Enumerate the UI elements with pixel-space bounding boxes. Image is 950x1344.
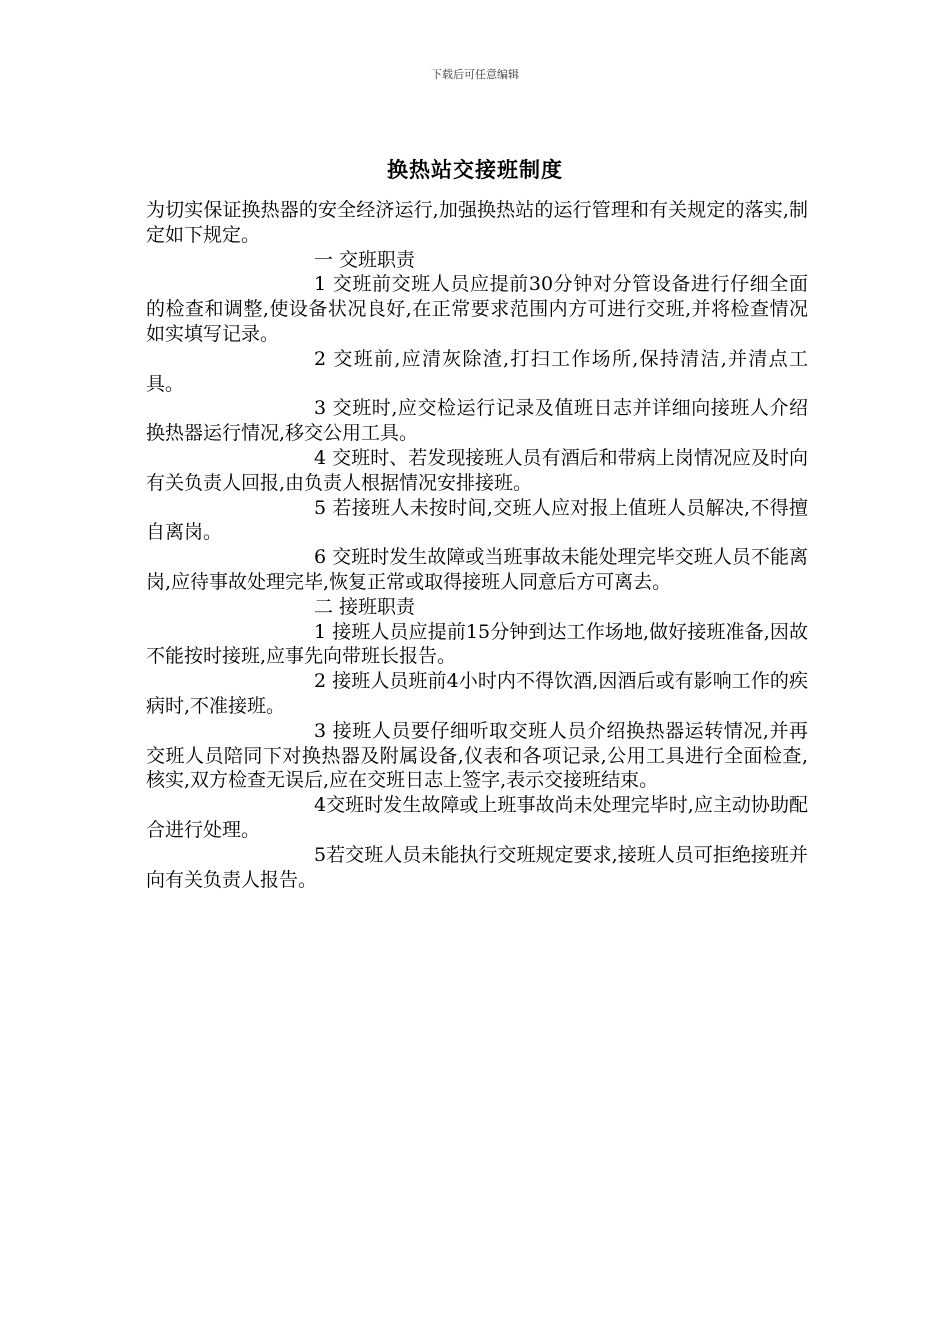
section-heading-takeover: 二 接班职责 [314,595,416,618]
document-title: 换热站交接班制度 [387,157,563,182]
paragraph-handover-3: 3 交班时,应交检运行记录及值班日志并详细向接班人介绍换热器运行情况,移交公用工具。 [146,397,808,445]
paragraph-handover-6: 6 交班时发生故障或当班事故未能处理完毕交班人员不能离岗,应待事故处理完毕,恢复正常或取得接班人同意后方可离去。 [146,546,808,593]
paragraph-handover-5: 5 若接班人未按时间,交班人应对报上值班人员解决,不得擅自离岗。 [146,496,808,544]
section-heading-handover: 一 交班职责 [314,248,416,271]
document-body [146,198,808,892]
paragraph-takeover-1: 1 接班人员应提前15分钟到达工作场地,做好接班准备,因故不能按时接班,应事先向带班长报告。 [146,620,808,668]
paragraph-takeover-3: 3 接班人员要仔细听取交班人员介绍换热器运转情况,并再交班人员陪同下对换热器及附属设备,仪表和各项记录,公用工具进行全面检查,核实,双方检查无误后,应在交班日志上签字,表示交接班结束。 [146,719,808,792]
paragraph-takeover-5: 5若交班人员未能执行交班规定要求,接班人员可拒绝接班并向有关负责人报告。 [146,843,808,891]
paragraph-handover-1: 1 交班前交班人员应提前30分钟对分管设备进行仔细全面的检查和调整,使设备状况良好,在正常要求范围内方可进行交班,并将检查情况如实填写记录。 [146,273,808,345]
paragraph-takeover-4: 4交班时发生故障或上班事故尚未处理完毕时,应主动协助配合进行处理。 [146,794,808,841]
paragraph-handover-4: 4 交班时、若发现接班人员有酒后和带病上岗情况应及时向有关负责人回报,由负责人根据情况安排接班。 [146,446,808,494]
paragraph-handover-2: 2 交班前,应清灰除渣,打扫工作场所,保持清洁,并清点工具。 [146,347,808,395]
paragraph-intro: 为切实保证换热器的安全经济运行,加强换热站的运行管理和有关规定的落实,制定如下规定。 [146,199,808,246]
header-note: 下载后可任意编辑 [431,68,519,81]
paragraph-takeover-2: 2 接班人员班前4小时内不得饮酒,因酒后或有影响工作的疾病时,不准接班。 [146,670,808,717]
